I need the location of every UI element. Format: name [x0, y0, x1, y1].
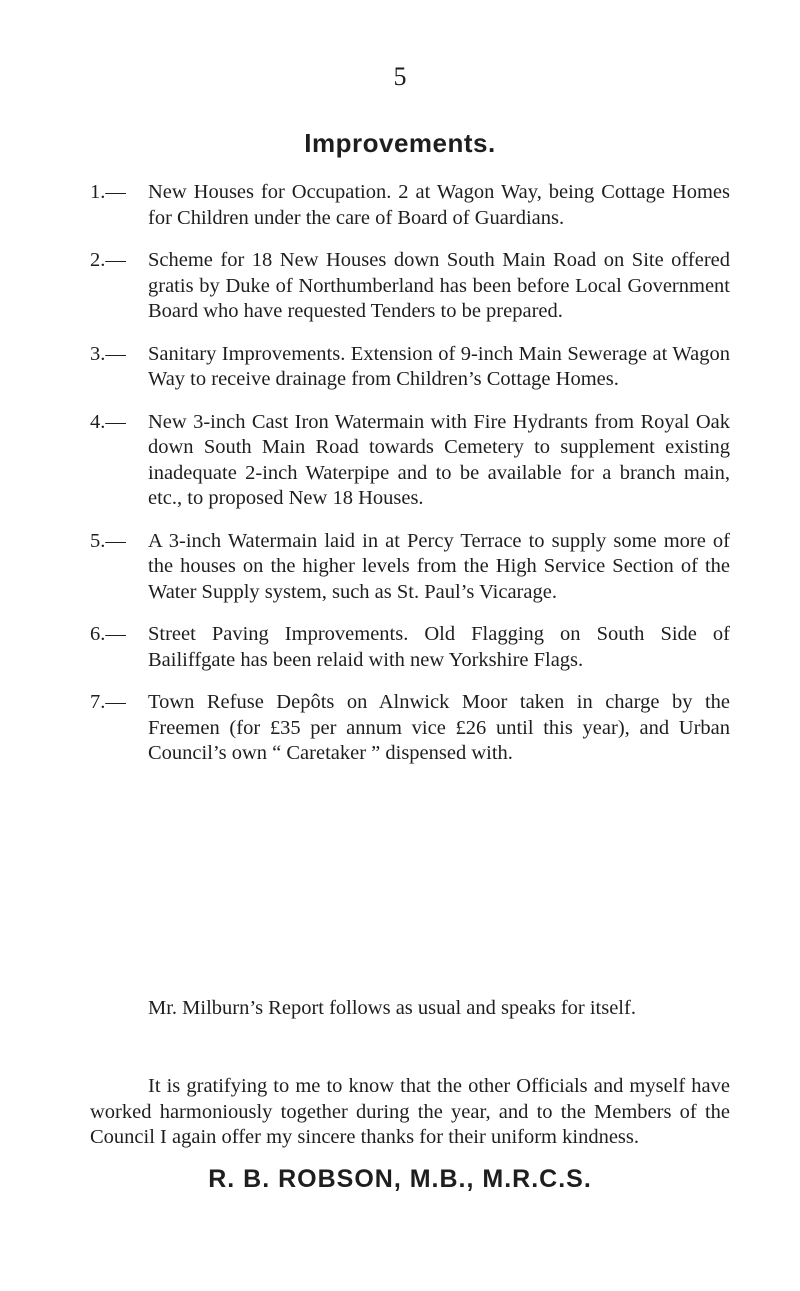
list-item — [90, 622, 730, 673]
list-item — [90, 529, 730, 606]
item-number: 3.— — [90, 342, 126, 365]
item-number: 5.— — [90, 529, 126, 552]
list-item — [90, 410, 730, 512]
report-paragraph: Mr. Milburn’s Report follows as usual and speaks for itself. — [148, 997, 636, 1019]
item-text: Town Refuse Depôts on Alnwick Moor taken in charge by the Freemen (for £35 per annum vice £26 until this year), and Urban Council’s own “ Caretaker ” dispensed with. — [148, 691, 730, 764]
item-text: Scheme for 18 New Houses down South Main Road on Site offered gratis by Duke of Northumberland has been before Local Government Board who have requested Tenders to be prepared. — [148, 249, 730, 322]
item-text: Street Paving Improvements. Old Flagging on South Side of Bailiffgate has been relaid with new Yorkshire Flags. — [148, 623, 730, 671]
list-item — [90, 248, 730, 325]
thanks-paragraph: It is gratifying to me to know that the other Officials and myself have worked harmoniously together during the year, and to the Members of the Council I again offer my sincere thanks for their uniform kindness. — [90, 1075, 730, 1148]
item-text: A 3-inch Watermain laid in at Percy Terrace to supply some more of the houses on the higher levels from the High Service Section of the Water Supply system, such as St. Paul’s Vicarage. — [148, 529, 730, 603]
item-text: New 3-inch Cast Iron Watermain with Fire Hydrants from Royal Oak down South Main Road towards Cemetery to supplement existing inadequate 2-inch Waterpipe and to be available for a branch main, etc., to proposed New 18 Houses. — [148, 410, 730, 509]
improvements-list — [90, 180, 730, 784]
item-text: New Houses for Occupation. 2 at Wagon Way, being Cottage Homes for Children under the care of Board of Guardians. — [148, 181, 730, 229]
section-heading: Improvements. — [304, 128, 496, 158]
page-number: 5 — [393, 62, 407, 91]
item-number: 1.— — [90, 181, 126, 203]
item-number: 7.— — [90, 691, 126, 713]
item-number: 2.— — [90, 249, 126, 271]
item-text: Sanitary Improvements. Extension of 9-inch Main Sewerage at Wagon Way to receive drainage from Children’s Cottage Homes. — [148, 342, 730, 390]
item-number: 4.— — [90, 410, 126, 433]
list-item — [90, 342, 730, 393]
signature: R. B. ROBSON, M.B., M.R.C.S. — [208, 1165, 592, 1193]
list-item — [90, 690, 730, 767]
list-item — [90, 180, 730, 231]
item-number: 6.— — [90, 623, 126, 645]
